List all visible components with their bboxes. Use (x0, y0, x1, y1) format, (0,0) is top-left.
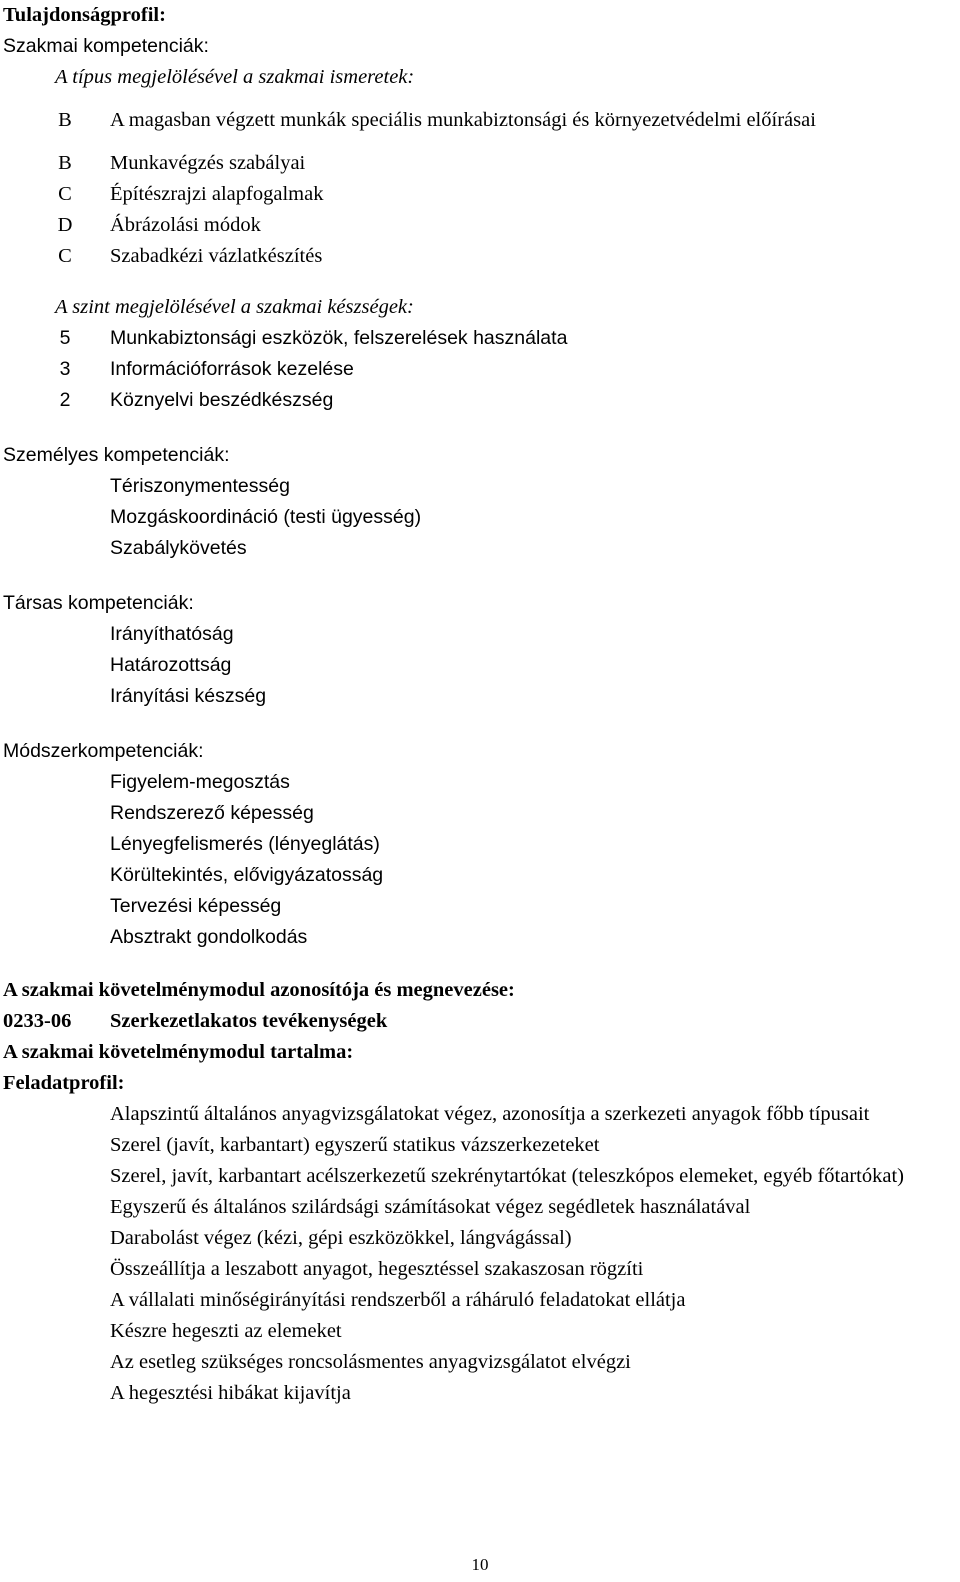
knowledge-code: C (58, 245, 72, 267)
task-item: Összeállítja a leszabott anyagot, hegesztéssel szakaszosan rögzíti (110, 1258, 644, 1280)
knowledge-item (3, 241, 960, 272)
task-item: A vállalati minőségirányítási rendszerből a ráháruló feladatokat ellátja (110, 1289, 686, 1311)
skill-text: Köznyelvi beszédkészség (110, 389, 334, 411)
personal-item: Szabálykövetés (110, 537, 247, 559)
module-name: Szerkezetlakatos tevékenységek (110, 1010, 388, 1032)
personal-item: Tériszonymentesség (110, 475, 290, 497)
task-item: Darabolást végez (kézi, gépi eszközökkel, lángvágással) (110, 1227, 572, 1249)
knowledge-list (3, 148, 960, 272)
social-item: Irányíthatóság (110, 623, 234, 645)
skills-heading: A szint megjelölésével a szakmai készségek: (55, 296, 414, 318)
profile-title: Tulajdonságprofil: (3, 4, 166, 26)
professional-heading: Szakmai kompetenciák: (3, 35, 209, 57)
task-item: Szerel, javít, karbantart acélszerkezetű szekrénytartókat (teleszkópos elemeket, egyéb főtartókat) (110, 1165, 904, 1187)
document-page (3, 0, 960, 1409)
task-item: Szerel (javít, karbantart) egyszerű statikus vázszerkezeteket (110, 1134, 600, 1156)
skill-item (3, 354, 960, 385)
method-section (3, 736, 960, 953)
skills-list (3, 323, 960, 416)
knowledge-heading: A típus megjelölésével a szakmai ismeretek: (55, 66, 415, 88)
knowledge-item (3, 148, 960, 179)
knowledge-text: A magasban végzett munkák speciális munkabiztonsági és környezetvédelmi előírásai (110, 109, 816, 131)
method-item: Tervezési képesség (110, 895, 282, 917)
knowledge-code: C (58, 183, 72, 205)
task-item: Alapszintű általános anyagvizsgálatokat végez, azonosítja a szerkezeti anyagok főbb típusait (110, 1103, 870, 1125)
knowledge-item (3, 210, 960, 241)
knowledge-code: B (58, 152, 72, 174)
task-item: A hegesztési hibákat kijavítja (110, 1382, 351, 1404)
knowledge-text: Építészrajzi alapfogalmak (110, 183, 324, 205)
module-id-heading: A szakmai követelménymodul azonosítója és megnevezése: (3, 979, 515, 1001)
method-item: Rendszerező képesség (110, 802, 314, 824)
knowledge-code: B (58, 109, 72, 131)
module-code: 0233-06 (3, 1010, 72, 1032)
task-profile-heading: Feladatprofil: (3, 1072, 125, 1094)
personal-section (3, 440, 960, 564)
personal-item: Mozgáskoordináció (testi ügyesség) (110, 506, 422, 528)
skill-level: 5 (59, 327, 71, 349)
social-heading: Társas kompetenciák: (3, 592, 194, 614)
module-code-line (3, 1006, 960, 1037)
knowledge-text: Szabadkézi vázlatkészítés (110, 245, 323, 267)
knowledge-code: D (57, 214, 73, 236)
task-item: Készre hegeszti az elemeket (110, 1320, 342, 1342)
knowledge-item (3, 179, 960, 210)
skill-text: Információforrások kezelése (110, 358, 354, 380)
task-list (3, 1099, 960, 1409)
skill-text: Munkabiztonsági eszközök, felszerelések használata (110, 327, 568, 349)
social-item: Irányítási készség (110, 685, 267, 707)
skill-item (3, 385, 960, 416)
knowledge-item (3, 105, 960, 136)
task-item: Egyszerű és általános szilárdsági számításokat végez segédletek használatával (110, 1196, 751, 1218)
page-number: 10 (471, 1555, 489, 1574)
module-content-heading: A szakmai követelménymodul tartalma: (3, 1041, 354, 1063)
social-item: Határozottság (110, 654, 232, 676)
method-item: Absztrakt gondolkodás (110, 926, 308, 948)
method-heading: Módszerkompetenciák: (3, 740, 204, 762)
skill-level: 2 (59, 389, 71, 411)
skill-level: 3 (59, 358, 71, 380)
method-item: Körültekintés, elővigyázatosság (110, 864, 384, 886)
personal-heading: Személyes kompetenciák: (3, 444, 230, 466)
task-item: Az esetleg szükséges roncsolásmentes anyagvizsgálatot elvégzi (110, 1351, 631, 1373)
method-item: Lényegfelismerés (lényeglátás) (110, 833, 380, 855)
social-section (3, 588, 960, 712)
knowledge-text: Ábrázolási módok (110, 214, 261, 236)
skill-item (3, 323, 960, 354)
knowledge-text: Munkavégzés szabályai (110, 152, 306, 174)
method-item: Figyelem-megosztás (110, 771, 290, 793)
